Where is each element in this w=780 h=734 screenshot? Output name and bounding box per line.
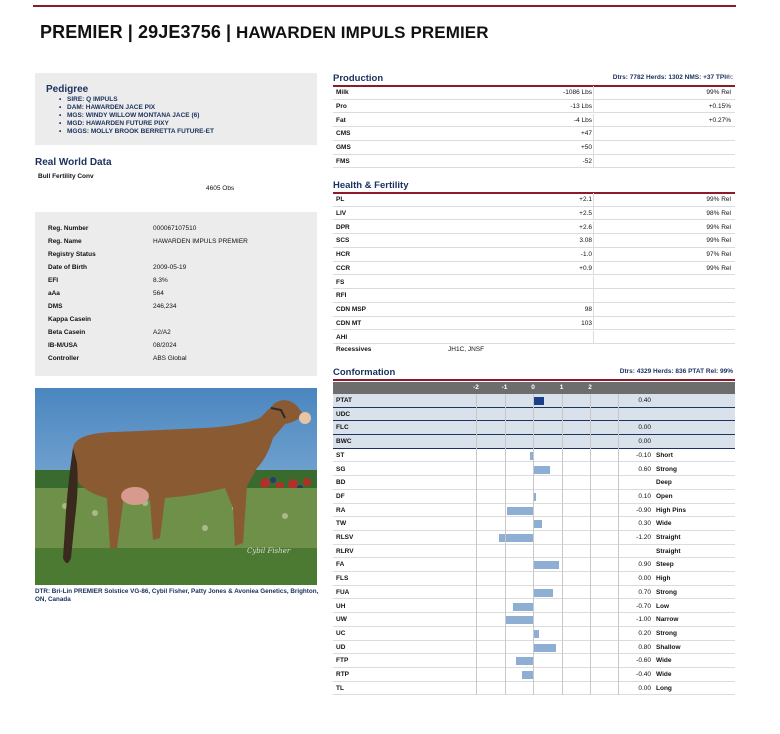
trait-description: Strong	[656, 629, 677, 637]
row-label: FMS	[336, 157, 350, 165]
conformation-row	[333, 654, 735, 668]
trait-description: Narrow	[656, 616, 679, 624]
trait-value: 0.00	[638, 424, 651, 432]
info-row	[48, 264, 308, 276]
row-label: CDN MSP	[336, 306, 366, 313]
grid-line	[590, 394, 591, 695]
row-value: +47	[580, 130, 592, 138]
row-value: +2.6	[579, 223, 592, 231]
conformation-rule	[333, 379, 735, 381]
info-row	[48, 290, 308, 302]
trait-value: 0.90	[638, 561, 651, 569]
row-divider	[593, 193, 594, 206]
row-rel: +0.15%	[708, 102, 731, 110]
row-value: +50	[580, 144, 592, 151]
axis-tick-label: -1	[501, 383, 508, 391]
row-divider	[593, 289, 594, 302]
recessives-label: Recessives	[336, 346, 372, 353]
trait-bar	[533, 520, 542, 528]
trait-description: Strong	[656, 465, 677, 473]
trait-description: Straight	[656, 547, 681, 555]
pedigree-title: Pedigree	[46, 84, 89, 95]
conformation-row	[333, 668, 735, 682]
info-label: Beta Casein	[48, 329, 86, 336]
conformation-row	[333, 641, 735, 655]
grid-line	[533, 394, 534, 695]
trait-label: RTP	[336, 671, 349, 678]
info-value: ABS Global	[153, 355, 187, 362]
trait-label: PTAT	[336, 397, 353, 404]
trait-value: 0.10	[638, 492, 651, 500]
trait-value: 0.40	[638, 397, 651, 404]
table-row	[333, 193, 735, 207]
trait-description: Deep	[656, 479, 672, 487]
trait-label: UDC	[336, 410, 351, 418]
recessives-row	[333, 343, 735, 357]
trait-description: High	[656, 575, 671, 583]
info-row	[48, 303, 308, 315]
trait-description: High Pins	[656, 506, 686, 514]
conformation-row	[333, 490, 735, 504]
real-world-title: Real World Data	[35, 157, 112, 168]
conformation-row	[333, 586, 735, 600]
info-label: Controller	[48, 355, 80, 362]
table-row	[333, 221, 735, 235]
row-label: DPR	[336, 223, 350, 231]
trait-label: ST	[336, 451, 345, 459]
trait-description: Wide	[656, 657, 672, 665]
trait-value: -0.60	[636, 657, 651, 665]
production-title: Production	[333, 73, 384, 84]
row-divider	[593, 303, 594, 316]
trait-description: Wide	[656, 520, 672, 528]
conformation-row	[333, 394, 735, 408]
info-value: 564	[153, 290, 164, 297]
row-label: CMS	[336, 130, 351, 138]
info-row	[48, 329, 308, 341]
info-label: Kappa Casein	[48, 316, 91, 323]
row-divider	[593, 317, 594, 330]
row-label: Milk	[336, 89, 349, 96]
info-value: 000067107510	[153, 225, 197, 232]
conformation-axis	[333, 382, 735, 394]
trait-label: FLC	[336, 424, 349, 432]
row-value: +0.9	[579, 264, 592, 272]
table-row	[333, 86, 735, 100]
title-code: PREMIER | 29JE3756 |	[40, 22, 232, 42]
title-name: HAWARDEN IMPULS PREMIER	[236, 23, 489, 42]
table-row	[333, 127, 735, 141]
axis-tick-label: 0	[531, 383, 535, 391]
trait-value: 0.30	[638, 520, 651, 528]
grid-line	[476, 394, 477, 695]
trait-bar	[533, 466, 550, 474]
info-row	[48, 355, 308, 367]
trait-bar	[513, 603, 533, 611]
page-title	[40, 22, 489, 43]
conformation-header	[333, 367, 735, 379]
trait-label: BD	[336, 479, 346, 487]
info-label: IB-M/USA	[48, 342, 78, 349]
trait-description: Wide	[656, 671, 672, 678]
trait-value: 0.60	[638, 465, 651, 473]
trait-value: -0.90	[636, 506, 651, 514]
trait-description: Long	[656, 684, 672, 692]
trait-bar	[533, 589, 553, 597]
conformation-row	[333, 435, 735, 449]
trait-bar	[507, 507, 533, 515]
table-row	[333, 289, 735, 303]
info-label: Date of Birth	[48, 264, 87, 271]
top-rule	[33, 5, 736, 7]
health-header	[333, 180, 735, 192]
info-label: Reg. Number	[48, 225, 89, 232]
row-rel: 98% Rel	[706, 209, 731, 217]
info-value: HAWARDEN IMPULS PREMIER	[153, 238, 248, 245]
production-header	[333, 73, 735, 85]
conformation-row	[333, 531, 735, 545]
trait-value: 0.00	[638, 575, 651, 583]
trait-label: DF	[336, 492, 345, 500]
trait-label: UW	[336, 616, 347, 624]
row-rel: 99% Rel	[706, 89, 731, 96]
row-label: CDN MT	[336, 319, 362, 327]
trait-description: Steep	[656, 561, 674, 569]
trait-value: -0.40	[636, 671, 651, 678]
row-rel: 99% Rel	[706, 237, 731, 245]
trait-bar	[522, 671, 533, 679]
trait-bar	[533, 561, 559, 569]
row-label: Fat	[336, 116, 346, 124]
row-label: CCR	[336, 264, 351, 272]
info-value: 2009-05-19	[153, 264, 187, 271]
axis-tick-label: -2	[473, 383, 479, 391]
row-rel: 99% Rel	[706, 196, 731, 203]
info-row	[48, 251, 308, 263]
trait-label: UH	[336, 602, 346, 610]
chart-divider	[618, 394, 619, 695]
trait-description: Low	[656, 602, 669, 610]
trait-description: Shallow	[656, 643, 681, 651]
table-row	[333, 276, 735, 290]
row-label: PL	[336, 196, 345, 203]
grid-line	[505, 394, 506, 695]
info-label: Reg. Name	[48, 238, 82, 245]
row-value: 3.08	[579, 237, 592, 245]
row-divider	[593, 234, 594, 247]
row-value: -13 Lbs	[570, 102, 592, 110]
info-label: DMS	[48, 303, 63, 310]
conformation-title: Conformation	[333, 367, 396, 378]
trait-label: RLSV	[336, 534, 354, 541]
row-rel: 99% Rel	[706, 223, 731, 231]
row-value: -1.0	[580, 251, 592, 258]
conformation-row	[333, 517, 735, 531]
conformation-row	[333, 572, 735, 586]
table-row	[333, 207, 735, 221]
row-label: SCS	[336, 237, 350, 245]
conformation-row	[333, 558, 735, 572]
photo-watermark: Cybil Fisher	[247, 547, 291, 555]
row-label: HCR	[336, 251, 351, 258]
trait-label: RLRV	[336, 547, 354, 555]
trait-value: 0.00	[638, 438, 651, 446]
trait-value: -0.10	[636, 451, 651, 459]
trait-label: TW	[336, 520, 347, 528]
info-value: 246,234	[153, 303, 177, 310]
row-value: 103	[581, 319, 592, 327]
row-label: RFI	[336, 292, 347, 300]
conformation-row	[333, 682, 735, 696]
trait-label: UC	[336, 629, 346, 637]
trait-label: RA	[336, 506, 346, 514]
production-meta: Dtrs: 7782 Herds: 1302 NMS: +37 TPI®:	[612, 74, 733, 81]
real-world-label: Bull Fertility Conv	[38, 173, 94, 180]
info-row	[48, 277, 308, 289]
table-row	[333, 303, 735, 317]
pedigree-item: • MGD: HAWARDEN FUTURE PIXY	[59, 120, 214, 128]
trait-label: FA	[336, 561, 345, 569]
row-value: -4 Lbs	[573, 116, 592, 124]
health-title: Health & Fertility	[333, 180, 409, 191]
table-row	[333, 317, 735, 331]
trait-bar	[533, 397, 544, 405]
trait-value: -1.00	[636, 616, 651, 624]
trait-bar	[533, 644, 556, 652]
info-value: A2/A2	[153, 329, 171, 336]
row-label: LIV	[336, 209, 347, 217]
row-divider	[593, 207, 594, 220]
row-divider	[593, 221, 594, 234]
table-row	[333, 100, 735, 114]
trait-value: -0.70	[636, 602, 651, 610]
row-value: +2.5	[579, 209, 592, 217]
row-divider	[593, 248, 594, 261]
cow-photo	[35, 388, 317, 585]
trait-description: Strong	[656, 588, 677, 596]
pedigree-item: • SIRE: Q IMPULS	[59, 96, 214, 104]
trait-label: FTP	[336, 657, 349, 665]
pedigree-list	[59, 96, 214, 136]
table-row	[333, 248, 735, 262]
conformation-row	[333, 613, 735, 627]
row-label: Pro	[336, 102, 347, 110]
pedigree-item: • DAM: HAWARDEN JACE PIX	[59, 104, 214, 112]
pedigree-item: • MGS: WINDY WILLOW MONTANA JACE (6)	[59, 112, 214, 120]
row-divider	[593, 155, 594, 168]
axis-tick-label: 1	[559, 383, 564, 391]
table-row	[333, 114, 735, 128]
real-world-value: 4605 Obs	[206, 185, 235, 192]
info-row	[48, 342, 308, 354]
conformation-row	[333, 408, 735, 422]
row-rel: +0.27%	[708, 116, 731, 124]
trait-label: TL	[336, 684, 344, 692]
conformation-row	[333, 600, 735, 614]
photo-caption: DTR: Bri-Lin PREMIER Solstice VG-86, Cybil Fisher, Patty Jones & Avoniea Genetics, Brighton, ON, Canada	[35, 588, 319, 603]
trait-label: BWC	[336, 438, 352, 446]
trait-label: FLS	[336, 575, 349, 583]
trait-bar	[516, 657, 533, 665]
conformation-row	[333, 545, 735, 559]
row-rel: 99% Rel	[706, 264, 731, 272]
info-label: aAa	[48, 290, 60, 297]
row-divider	[593, 276, 594, 289]
axis-tick-label: 2	[588, 383, 592, 391]
trait-label: FUA	[336, 588, 350, 596]
row-rel: 97% Rel	[706, 251, 731, 258]
trait-label: SG	[336, 465, 346, 473]
conformation-row	[333, 476, 735, 490]
trait-value: 0.00	[638, 684, 651, 692]
row-divider	[593, 331, 594, 344]
conformation-row	[333, 504, 735, 518]
trait-value: -1.20	[636, 534, 651, 541]
conformation-row	[333, 449, 735, 463]
grid-line	[562, 394, 563, 695]
conformation-row	[333, 463, 735, 477]
trait-description: Short	[656, 451, 673, 459]
pedigree-panel	[35, 73, 317, 145]
registration-panel	[35, 212, 317, 376]
row-divider	[593, 127, 594, 140]
trait-value: 0.20	[638, 629, 651, 637]
conformation-row	[333, 627, 735, 641]
trait-bar	[505, 616, 534, 624]
info-row	[48, 238, 308, 250]
info-label: Registry Status	[48, 251, 96, 258]
pedigree-item: • MGGS: MOLLY BROOK BERRETTA FUTURE-ET	[59, 128, 214, 136]
row-value: +2.1	[579, 196, 592, 203]
trait-label: UD	[336, 643, 346, 651]
trait-description: Open	[656, 492, 673, 500]
row-label: FS	[336, 278, 345, 286]
row-value: -1086 Lbs	[563, 89, 592, 96]
row-label: AHI	[336, 333, 348, 341]
table-row	[333, 141, 735, 155]
row-divider	[593, 86, 594, 99]
table-row	[333, 234, 735, 248]
cow-illustration	[35, 388, 317, 585]
info-row	[48, 225, 308, 237]
recessives-value: JH1C, JNSF	[448, 346, 485, 353]
row-value: -52	[582, 157, 592, 165]
table-row	[333, 262, 735, 276]
info-value: 8.3%	[153, 277, 168, 284]
trait-description: Straight	[656, 534, 681, 541]
info-row	[48, 316, 308, 328]
row-divider	[593, 100, 594, 113]
info-value: 08/2024	[153, 342, 177, 349]
row-divider	[593, 114, 594, 127]
row-divider	[593, 262, 594, 275]
trait-value: 0.70	[638, 588, 651, 596]
row-value: 98	[584, 306, 592, 313]
row-label: GMS	[336, 144, 351, 151]
trait-value: 0.80	[638, 643, 651, 651]
conformation-row	[333, 421, 735, 435]
row-divider	[593, 141, 594, 154]
table-row	[333, 155, 735, 169]
info-label: EFI	[48, 277, 59, 284]
conformation-meta: Dtrs: 4329 Herds: 836 PTAT Rel: 99%	[619, 368, 733, 375]
